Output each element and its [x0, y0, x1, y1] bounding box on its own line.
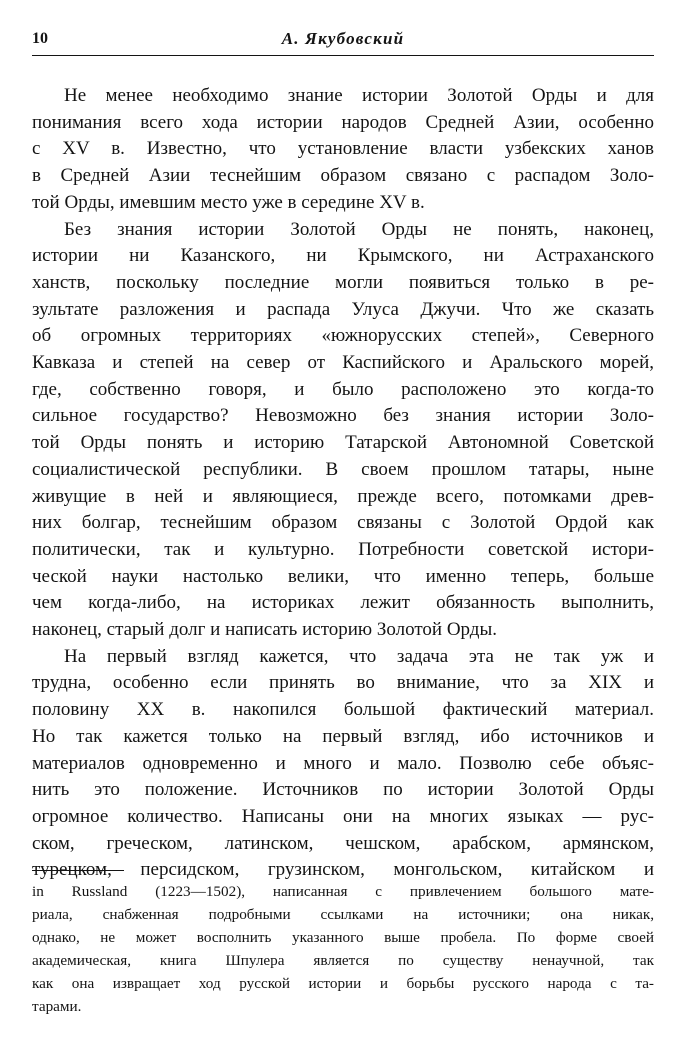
text-line: зультате разложения и распада Улуса Джучи. Что же сказать [32, 298, 654, 320]
footnote-line: однако, не может восполнить указанного выше пробела. По форме своей [32, 929, 654, 946]
book-page [32, 0, 654, 1052]
text-line: них болгар, теснейшим образом связаны с Золотой Ордой как [32, 512, 654, 534]
text-line: чем когда-либо, на историках лежит обязанность выполнить, [32, 592, 654, 614]
text-line: Не менее необходимо знание истории Золотой Орды и для [64, 85, 654, 106]
text-line: ском, греческом, латинском, чешском, арабском, армянском, [32, 832, 654, 854]
footnote-line: тарами. [32, 998, 82, 1015]
text-line: половину XX в. накопился большой фактический материал. [32, 699, 654, 721]
body-text [32, 83, 654, 884]
header-rule [32, 55, 654, 56]
text-line: об огромных территориях «южнорусских степей», Северного [32, 325, 654, 347]
paragraph-2 [32, 217, 654, 644]
text-line: ческой науки настолько велики, что именно теперь, больше [32, 565, 654, 587]
footnote-rule [32, 870, 124, 871]
text-line: где, собственно говоря, и было расположено это когда-то [32, 378, 654, 400]
text-line: ханств, поскольку последние могли появиться только в ре- [32, 271, 654, 293]
paragraph-3 [32, 644, 654, 884]
running-head: А. Якубовский [281, 29, 405, 48]
text-line: огромное количество. Написаны они на многих языках — рус- [32, 805, 654, 827]
text-line: наконец, старый долг и написать историю Золотой Орды. [32, 619, 497, 641]
text-line: той Орды, имевшим место уже в середине XV в. [32, 191, 425, 213]
text-line: На первый взгляд кажется, что задача эта не так уж и [64, 645, 654, 667]
text-line: материалов одновременно и много и мало. Позволю себе объяс- [32, 752, 654, 774]
footnote-line: риала, снабженная подробными ссылками на источники; она никак, [32, 906, 654, 923]
footnote-line: in Russland (1223—1502), написанная с привлечением большого мате- [32, 883, 654, 900]
paragraph-1 [32, 83, 654, 217]
text-line: трудна, особенно если принять во внимание, что за XIX и [32, 672, 654, 694]
text-line: Кавказа и степей на север от Каспийского и Аральского морей, [32, 352, 654, 374]
text-line: политически, так и культурно. Потребности советской истори- [32, 538, 654, 560]
footnote-line: как она извращает ход русской истории и борьбы русского народа с та- [32, 975, 654, 992]
page-header [32, 24, 654, 56]
text-line: социалистической республики. В своем прошлом татары, ныне [32, 458, 654, 480]
text-line: сильное государство? Невозможно без знания истории Золо- [32, 405, 654, 427]
text-line: с XV в. Известно, что установление власти узбекских ханов [32, 138, 654, 160]
text-line: нить это положение. Источников по истории Золотой Орды [32, 779, 654, 801]
text-line: Но так кажется только на первый взгляд, ибо источников и [32, 725, 654, 747]
text-line: Без знания истории Золотой Орды не понять, наконец, [64, 218, 654, 240]
footnote [32, 880, 654, 1018]
footnote-line: академическая, книга Шпулера является по существу ненаучной, так [32, 952, 654, 969]
text-line: в Средней Азии теснейшим образом связано с распадом Золо- [32, 165, 654, 187]
text-line: понимания всего хода истории народов Средней Азии, особенно [32, 111, 654, 133]
text-line: живущие в ней и являющиеся, прежде всего, потомками древ- [32, 485, 654, 507]
text-line: истории ни Казанского, ни Крымского, ни Астраханского [32, 245, 654, 267]
page-number: 10 [32, 30, 48, 47]
text-line: той Орды понять и историю Татарской Автономной Советской [32, 432, 654, 454]
text-line: турецком, персидском, грузинском, монгольском, китайском и [32, 859, 654, 881]
